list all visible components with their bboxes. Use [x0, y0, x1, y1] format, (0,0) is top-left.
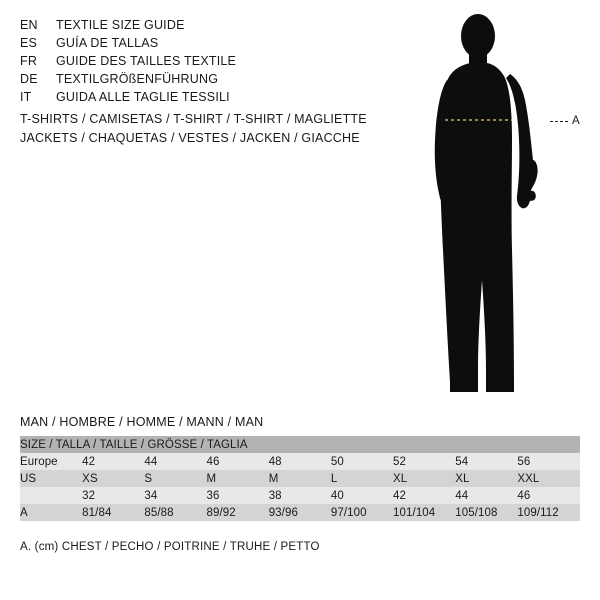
- language-row: [20, 34, 380, 52]
- table-cell: XL: [393, 470, 455, 487]
- row-label: US: [20, 470, 82, 487]
- table-cell: 54: [455, 453, 517, 470]
- table-footnote: A. (cm) CHEST / PECHO / POITRINE / TRUHE / PETTO: [20, 541, 320, 553]
- table-cell: 52: [393, 453, 455, 470]
- table-cell: 48: [269, 453, 331, 470]
- language-row: [20, 16, 380, 34]
- table-cell: 85/88: [144, 504, 206, 521]
- table-cell: 36: [207, 487, 269, 504]
- table-cell: 93/96: [269, 504, 331, 521]
- category-line-tshirts: T-SHIRTS / CAMISETAS / T-SHIRT / T-SHIRT / MAGLIETTE: [20, 112, 367, 126]
- language-code: IT: [20, 90, 32, 104]
- table-cell: 38: [269, 487, 331, 504]
- table-cell: 46: [207, 453, 269, 470]
- table-cell: 32: [82, 487, 144, 504]
- table-row: [20, 504, 580, 521]
- language-list: [20, 16, 380, 106]
- table-header-row: [20, 436, 580, 453]
- language-row: [20, 52, 380, 70]
- table-cell: 42: [82, 453, 144, 470]
- table-cell: 81/84: [82, 504, 144, 521]
- size-table: [20, 436, 580, 521]
- table-group-title: MAN / HOMBRE / HOMME / MANN / MAN: [20, 415, 264, 429]
- language-code: EN: [20, 18, 38, 32]
- male-silhouette-figure: [400, 10, 600, 400]
- language-text: GUÍA DE TALLAS: [56, 36, 159, 50]
- table-cell: L: [331, 470, 393, 487]
- table-row: [20, 487, 580, 504]
- table-cell: 34: [144, 487, 206, 504]
- table-cell: 56: [517, 453, 580, 470]
- table-cell: M: [269, 470, 331, 487]
- table-cell: S: [144, 470, 206, 487]
- table-row: [20, 470, 580, 487]
- table-header-label: SIZE / TALLA / TAILLE / GRÖSSE / TAGLIA: [20, 436, 580, 453]
- table-cell: 97/100: [331, 504, 393, 521]
- language-row: [20, 70, 380, 88]
- table-cell: XXL: [517, 470, 580, 487]
- table-cell: 50: [331, 453, 393, 470]
- category-list: [20, 110, 420, 148]
- table-cell: 105/108: [455, 504, 517, 521]
- chest-marker-label: A: [572, 115, 580, 127]
- row-label: Europe: [20, 453, 82, 470]
- table-cell: 109/112: [517, 504, 580, 521]
- table-cell: 46: [517, 487, 580, 504]
- size-table-section: [20, 415, 580, 553]
- table-cell: XS: [82, 470, 144, 487]
- category-line-jackets: JACKETS / CHAQUETAS / VESTES / JACKEN / GIACCHE: [20, 131, 360, 145]
- language-text: GUIDA ALLE TAGLIE TESSILI: [56, 90, 230, 104]
- language-text: TEXTILGRÖßENFÜHRUNG: [56, 72, 219, 86]
- marker-leader-line: [550, 121, 568, 123]
- table-cell: 40: [331, 487, 393, 504]
- language-code: DE: [20, 72, 38, 86]
- table-cell: M: [207, 470, 269, 487]
- table-cell: 101/104: [393, 504, 455, 521]
- language-text: TEXTILE SIZE GUIDE: [56, 18, 185, 32]
- table-cell: 89/92: [207, 504, 269, 521]
- row-label: A: [20, 504, 82, 521]
- language-code: FR: [20, 54, 38, 68]
- silhouette-icon: [400, 10, 600, 400]
- table-cell: 44: [144, 453, 206, 470]
- table-row: [20, 453, 580, 470]
- language-text: GUIDE DES TAILLES TEXTILE: [56, 54, 237, 68]
- table-cell: XL: [455, 470, 517, 487]
- row-label: [20, 487, 82, 504]
- language-row: [20, 88, 380, 106]
- table-cell: 42: [393, 487, 455, 504]
- language-code: ES: [20, 36, 38, 50]
- table-cell: 44: [455, 487, 517, 504]
